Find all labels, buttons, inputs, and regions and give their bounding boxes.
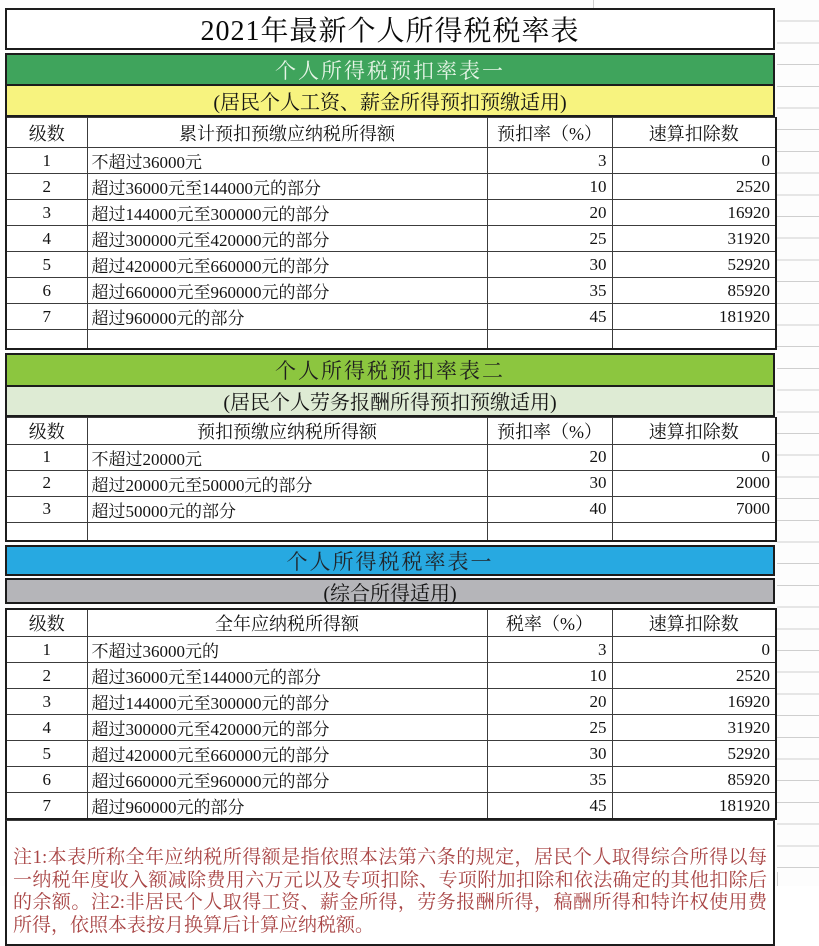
bottom-gridline-tick [777,872,778,886]
footnotes-box [5,820,775,946]
table-cell: 181920 [612,793,776,820]
table-cell: 45 [487,793,612,820]
footnote-2: 注2:非居民个人取得工资、薪金所得，劳务报酬所得，稿酬所得和特许权使用费所得，依照本表按月换算后计算应纳税额。 [13,892,767,936]
col-header-income: 全年应纳税所得额 [87,609,487,637]
table-row [6,689,776,715]
section2-header-banner [5,353,775,387]
section3-subheader-banner [5,578,775,604]
withholding-rate-table-2 [5,417,777,543]
table-cell: 3 [6,689,87,715]
right-margin-gridlines [777,0,819,886]
table2-header-row [6,417,776,444]
table-cell: 不超过20000元 [87,444,487,470]
section2-title: 个人所得税预扣率表二 [275,358,505,383]
table-cell: 25 [487,226,612,252]
col-header-deduction: 速算扣除数 [612,118,776,148]
withholding-rate-table-1 [5,117,777,350]
table-row [6,304,776,330]
table-cell: 不超过36000元的 [87,637,487,663]
table-row [6,226,776,252]
table-cell: 40 [487,496,612,522]
table-cell: 7 [6,793,87,820]
col-header-level: 级数 [6,417,87,444]
table-cell: 超过300000元至420000元的部分 [87,715,487,741]
empty-cell [87,330,487,349]
empty-cell [612,522,776,541]
table-cell: 超过144000元至300000元的部分 [87,689,487,715]
page-title: 2021年最新个人所得税税率表 [5,8,775,50]
table-cell: 45 [487,304,612,330]
table-cell: 1 [6,637,87,663]
table-row [6,793,776,820]
section1-title: 个人所得税预扣率表一 [275,58,505,83]
table-row [6,200,776,226]
table-cell: 超过36000元至144000元的部分 [87,663,487,689]
table-cell: 6 [6,767,87,793]
top-gridline-tick [593,0,594,8]
col-header-deduction: 速算扣除数 [612,417,776,444]
table-cell: 5 [6,252,87,278]
table-cell: 5 [6,741,87,767]
section1-header-banner [5,53,775,86]
table-cell: 超过50000元的部分 [87,496,487,522]
section1-subheader-banner [5,86,775,117]
table-cell: 7 [6,304,87,330]
footnote-1: 注1:本表所称全年应纳税所得额是指依照本法第六条的规定，居民个人取得综合所得以每一纳税年度收入额减除费用六万元以及专项扣除、专项附加扣除和依法确定的其他扣除后的余额。 [13,847,767,913]
table-row [6,252,776,278]
table-cell: 25 [487,715,612,741]
empty-cell [487,522,612,541]
table-row [6,278,776,304]
section2-subtitle: (居民个人劳务报酬所得预扣预缴适用) [223,392,557,414]
table-cell: 20 [487,444,612,470]
table-cell: 31920 [612,715,776,741]
empty-row [6,522,776,541]
table-row [6,637,776,663]
col-header-rate: 税率（%） [487,609,612,637]
table-row [6,663,776,689]
section1-subtitle: (居民个人工资、薪金所得预扣预缴适用) [213,92,567,114]
table-cell: 30 [487,470,612,496]
table-cell: 10 [487,663,612,689]
table3-header-row [6,609,776,637]
table-cell: 3 [6,496,87,522]
table-cell: 2 [6,663,87,689]
table-row [6,741,776,767]
section3-subtitle: (综合所得适用) [323,582,457,605]
table-cell: 超过660000元至960000元的部分 [87,767,487,793]
table-cell: 31920 [612,226,776,252]
table-cell: 不超过36000元 [87,148,487,174]
col-header-income: 预扣预缴应纳税所得额 [87,417,487,444]
table-cell: 2 [6,470,87,496]
empty-cell [87,522,487,541]
table-cell: 3 [487,637,612,663]
table-cell: 2 [6,174,87,200]
table-cell: 20 [487,689,612,715]
col-header-rate: 预扣率（%） [487,417,612,444]
tax-table-document [5,8,775,946]
col-header-level: 级数 [6,118,87,148]
table-cell: 超过960000元的部分 [87,793,487,820]
table-cell: 0 [612,148,776,174]
table-row [6,148,776,174]
table-cell: 181920 [612,304,776,330]
table-cell: 10 [487,174,612,200]
table-cell: 52920 [612,252,776,278]
col-header-income: 累计预扣预缴应纳税所得额 [87,118,487,148]
empty-row [6,330,776,349]
table-cell: 6 [6,278,87,304]
section3-title: 个人所得税税率表一 [286,549,494,574]
table-cell: 超过660000元至960000元的部分 [87,278,487,304]
table-cell: 2520 [612,174,776,200]
annual-tax-rate-table [5,608,777,820]
section2-subheader-banner [5,387,775,417]
col-header-rate: 预扣率（%） [487,118,612,148]
table-cell: 16920 [612,689,776,715]
table-row [6,767,776,793]
table-cell: 超过960000元的部分 [87,304,487,330]
table-cell: 1 [6,148,87,174]
table-row [6,174,776,200]
empty-cell [487,330,612,349]
table-cell: 35 [487,767,612,793]
table-cell: 85920 [612,278,776,304]
table-cell: 1 [6,444,87,470]
table-cell: 35 [487,278,612,304]
table-cell: 30 [487,741,612,767]
table-row [6,496,776,522]
table-cell: 超过300000元至420000元的部分 [87,226,487,252]
table-cell: 2520 [612,663,776,689]
table-cell: 2000 [612,470,776,496]
empty-cell [612,330,776,349]
table2-body [6,444,776,522]
table-cell: 超过420000元至660000元的部分 [87,741,487,767]
table-cell: 4 [6,715,87,741]
table-cell: 超过20000元至50000元的部分 [87,470,487,496]
table-cell: 3 [487,148,612,174]
col-header-deduction: 速算扣除数 [612,609,776,637]
empty-cell [6,330,87,349]
empty-cell [6,522,87,541]
table-row [6,470,776,496]
col-header-level: 级数 [6,609,87,637]
table-cell: 3 [6,200,87,226]
table-cell: 7000 [612,496,776,522]
section3-header-banner [5,545,775,576]
table-cell: 0 [612,637,776,663]
table-cell: 4 [6,226,87,252]
table-cell: 0 [612,444,776,470]
table-cell: 16920 [612,200,776,226]
table-cell: 超过420000元至660000元的部分 [87,252,487,278]
table3-body [6,637,776,820]
table-cell: 52920 [612,741,776,767]
table-cell: 30 [487,252,612,278]
table-row [6,444,776,470]
table-cell: 超过144000元至300000元的部分 [87,200,487,226]
table-cell: 20 [487,200,612,226]
table1-body [6,148,776,330]
table-cell: 超过36000元至144000元的部分 [87,174,487,200]
table-row [6,715,776,741]
table-cell: 85920 [612,767,776,793]
table1-header-row [6,118,776,148]
